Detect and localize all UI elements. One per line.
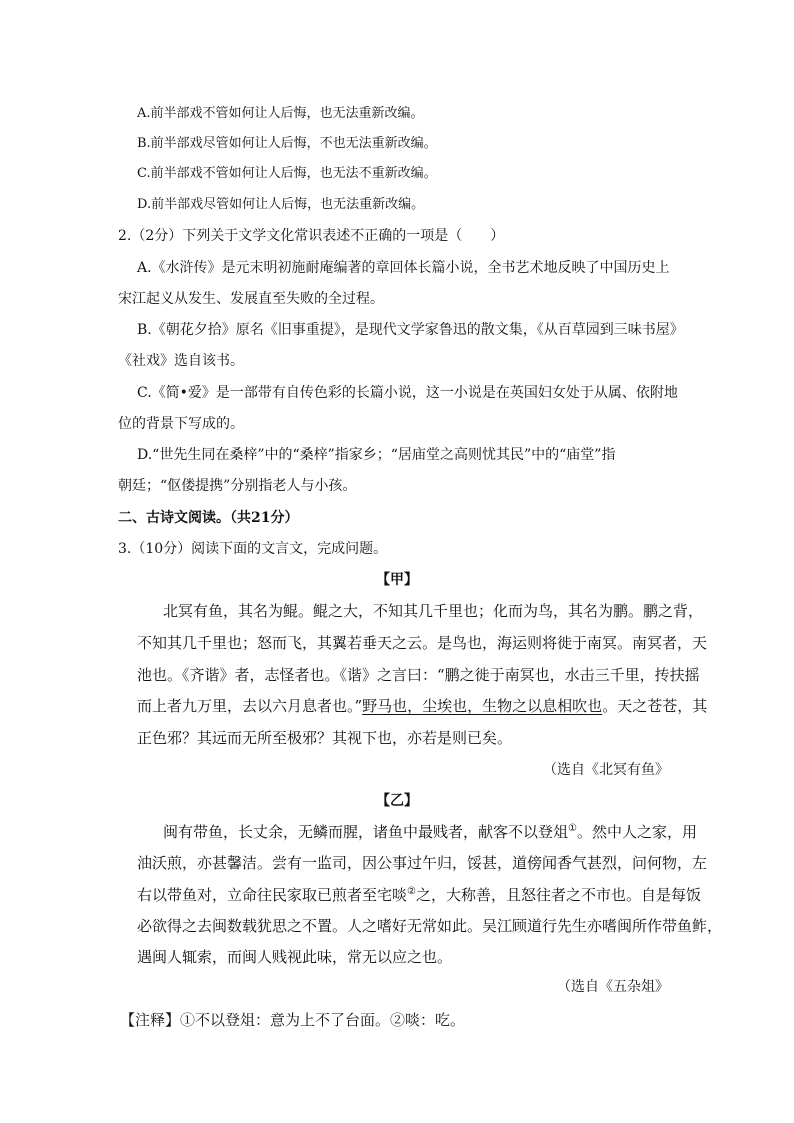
footnote-marker: ② bbox=[407, 886, 416, 897]
passage-jia-title: 【甲】 bbox=[376, 572, 418, 588]
passage-jia-source: （选自《北冥有鱼》 bbox=[543, 762, 669, 778]
passage-jia-text: 。天之苍苍，其 bbox=[602, 697, 708, 715]
section-heading: 二、古诗文阅读。（共21分） bbox=[118, 510, 299, 526]
q2-option-c-line2: 位的背景下写成的。 bbox=[118, 416, 244, 432]
passage-jia-line bbox=[137, 695, 707, 717]
footnote-marker: ① bbox=[568, 823, 577, 834]
passage-yi-text: 。然中人之家，用 bbox=[576, 823, 697, 841]
passage-yi-line: 油沃煎，亦甚馨洁。尝有一监司，因公事过午归，馁甚，道傍闻香气甚烈，问何物，左 bbox=[137, 854, 708, 872]
passage-yi-source: （选自《五杂俎》 bbox=[557, 979, 669, 995]
passage-yi-line: 必欲得之去闽数载犹思之不置。人之嗜好无常如此。吴江顾道行先生亦嗜闽所作带鱼鲊， bbox=[137, 917, 723, 935]
q2-option-c-line1: C.《简•爱》是一部带有自传色彩的长篇小说，这一小说是在英国妇女处于从属、依附地 bbox=[137, 385, 678, 401]
q1-option-a: A.前半部戏不管如何让人后悔，也无法重新改编。 bbox=[137, 106, 424, 121]
passage-jia-line: 不知其几千里也；怒而飞，其翼若垂天之云。是鸟也，海运则将徙于南冥。南冥者，天 bbox=[137, 634, 708, 652]
passage-jia-line: 北冥有鱼，其名为鲲。鲲之大，不知其几千里也；化而为鸟，其名为鹏。鹏之背， bbox=[163, 602, 704, 620]
q2-option-a-line2: 宋江起义从发生、发展直至失败的全过程。 bbox=[118, 291, 384, 307]
q1-option-c: C.前半部戏不管如何让人后悔，也无法不重新改编。 bbox=[137, 166, 437, 181]
passage-yi-text: 闽有带鱼，长丈余，无鳞而腥，诸鱼中最贱者，献客不以登俎 bbox=[163, 823, 569, 841]
q1-option-b: B.前半部戏尽管如何让人后悔，不也无法重新改编。 bbox=[137, 136, 437, 151]
q2-option-b-line1: B.《朝花夕拾》原名《旧事重提》，是现代文学家鲁迅的散文集，《从百草园到三味书屋》 bbox=[137, 322, 684, 338]
passage-jia-line: 正色邪？其远而无所至极邪？其视下也，亦若是则已矣。 bbox=[137, 729, 513, 747]
passage-yi-text: 之，大称善，且怒往者之不市也。自是每饭 bbox=[415, 886, 701, 904]
passage-yi-text: 右以带鱼对，立命往民家取已煎者至宅啖 bbox=[137, 886, 408, 904]
q2-option-b-line2: 《社戏》选自该书。 bbox=[118, 353, 244, 369]
annotation-notes: 【注释】①不以登俎：意为上不了台面。②啖：吃。 bbox=[120, 1011, 466, 1029]
passage-jia-text: 而上者九万里，去以六月息者也。” bbox=[137, 697, 363, 715]
q1-option-d: D.前半部戏尽管如何让人后悔，也无法重新改编。 bbox=[137, 197, 425, 212]
passage-yi-line: 遇闽人辄索，而闽人贱视此味，常无以应之也。 bbox=[137, 948, 453, 966]
passage-yi-title: 【乙】 bbox=[376, 793, 418, 809]
underlined-sentence: 野马也，尘埃也，生物之以息相吹也 bbox=[362, 697, 603, 715]
q2-option-d-line2: 朝廷；“伛偻提携”分别指老人与小孩。 bbox=[118, 478, 357, 494]
passage-yi-line bbox=[163, 821, 697, 843]
q2-option-d-line1: D.“世先生同在桑梓”中的“桑梓”指家乡；“居庙堂之高则忧其民”中的“庙堂”指 bbox=[137, 447, 616, 463]
passage-jia-line: 池也。《齐谐》者，志怪者也。《谐》之言曰：“鹏之徙于南冥也，水击三千里，抟扶摇 bbox=[137, 666, 700, 684]
q3-stem: 3.（10分）阅读下面的文言文，完成问题。 bbox=[118, 541, 388, 557]
q2-stem: 2.（2分）下列关于文学文化常识表述不正确的一项是（ ） bbox=[118, 228, 505, 244]
q2-option-a-line1: A.《水浒传》是元末明初施耐庵编著的章回体长篇小说，全书艺术地反映了中国历史上 bbox=[137, 260, 670, 276]
passage-yi-line bbox=[137, 884, 701, 906]
